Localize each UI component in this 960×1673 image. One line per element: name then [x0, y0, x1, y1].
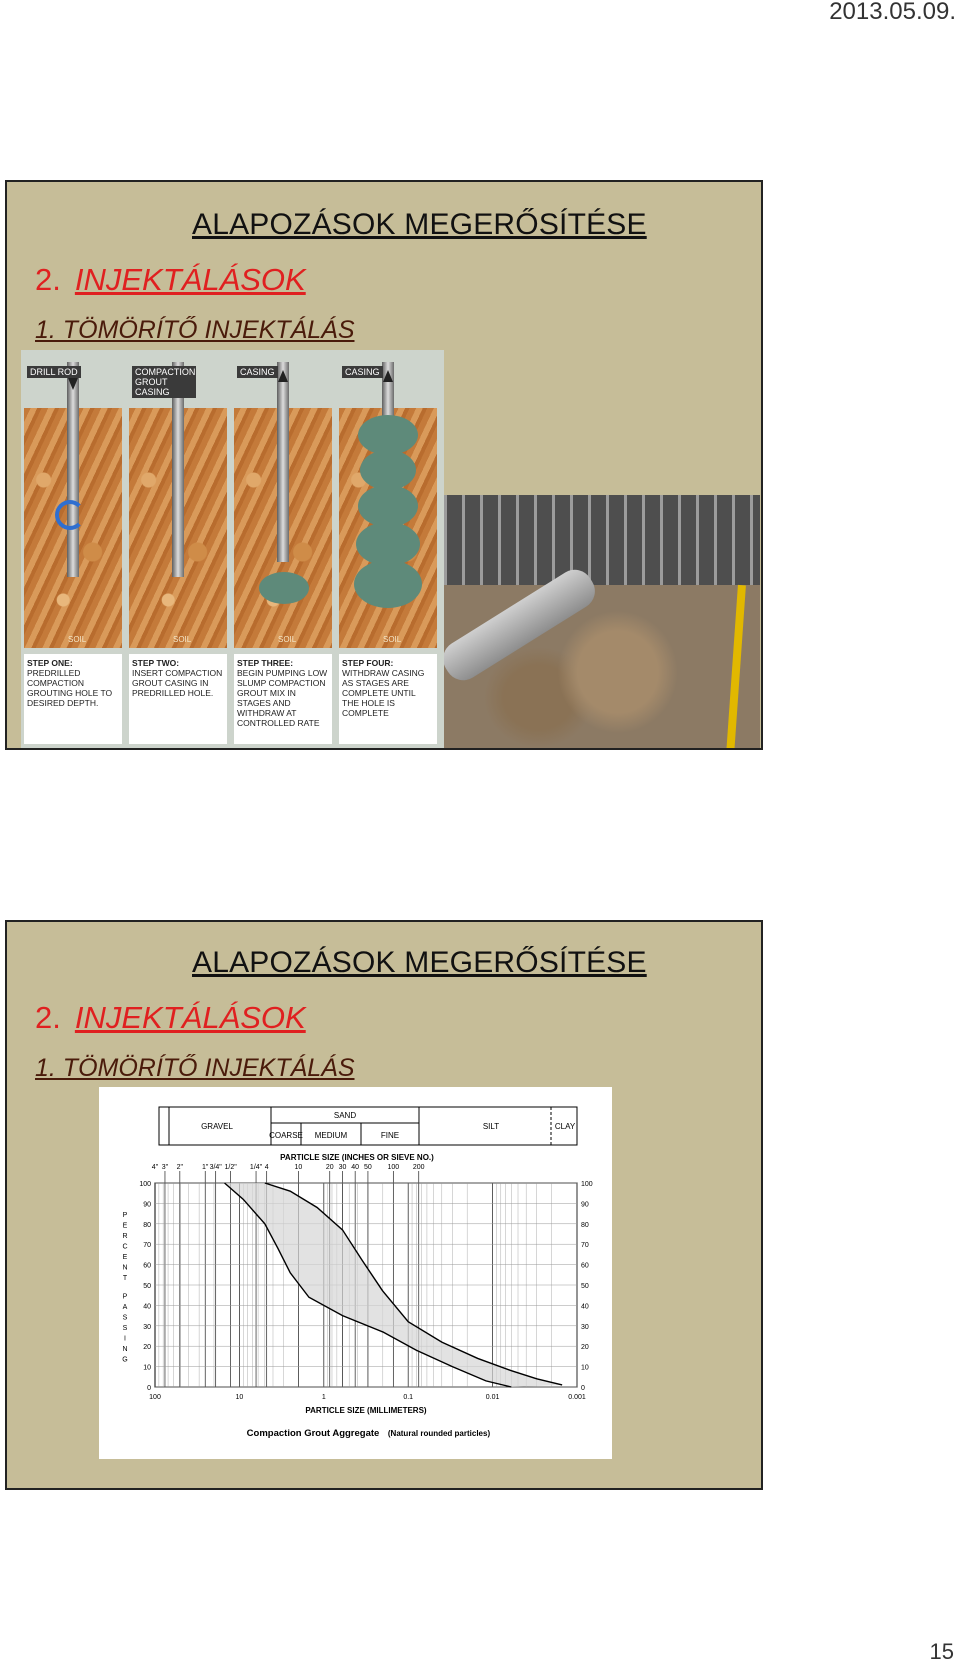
subheading — [35, 316, 355, 345]
y-axis-label-letter: P — [122, 1293, 128, 1301]
top-tick-label: 1/2" — [224, 1164, 237, 1171]
y-axis-label-letter: S — [122, 1314, 128, 1322]
y-axis-label-letter: C — [122, 1243, 128, 1251]
step-description — [24, 654, 122, 744]
grout-bulb — [259, 572, 309, 604]
section-number: 2. — [35, 262, 61, 297]
section-label: INJEKTÁLÁSOK — [74, 1000, 306, 1035]
y-tick-label-left: 50 — [143, 1283, 151, 1290]
y-tick-label-left: 70 — [143, 1242, 151, 1250]
soil-label: SOIL — [383, 635, 402, 644]
top-tick-label: 10 — [294, 1164, 303, 1171]
step-four — [336, 350, 439, 748]
step-two — [126, 350, 229, 748]
y-tick-label-left: 20 — [143, 1344, 151, 1352]
y-axis-label-letter: R — [122, 1233, 128, 1240]
y-tick-label-right: 80 — [581, 1221, 589, 1229]
subheading — [35, 1054, 355, 1083]
step-tag: DRILL ROD — [27, 366, 81, 378]
step-one — [21, 350, 124, 748]
photo-bars — [444, 495, 760, 585]
classification-label: CLAY — [554, 1122, 576, 1131]
top-tick-label: 50 — [364, 1164, 372, 1171]
chart-title: Compaction Grout Aggregate — [246, 1428, 380, 1439]
step-tag: COMPACTION GROUT CASING — [132, 366, 196, 398]
grout-bulb — [354, 560, 422, 608]
photo-shovel-handle — [726, 585, 746, 748]
subheading-label: 1. TÖMÖRÍTŐ INJEKTÁLÁS — [35, 1054, 355, 1082]
y-tick-label-left: 100 — [139, 1181, 151, 1188]
slide-title: ALAPOZÁSOK MEGERŐSÍTÉSE — [192, 208, 647, 241]
y-tick-label-right: 70 — [581, 1242, 589, 1250]
chart-subtitle: (Natural rounded particles) — [387, 1429, 491, 1438]
y-tick-label-right: 0 — [581, 1385, 585, 1392]
y-axis-label-letter: N — [122, 1346, 128, 1353]
y-tick-label-left: 0 — [147, 1385, 151, 1392]
drill-rod — [67, 362, 79, 577]
x-axis-label: PARTICLE SIZE (MILLIMETERS) — [305, 1406, 427, 1415]
x-tick-label: 0.1 — [403, 1394, 414, 1401]
top-tick-label: 30 — [338, 1164, 347, 1171]
subheading-label: 1. TÖMÖRÍTŐ INJEKTÁLÁS — [35, 316, 355, 344]
top-tick-label: 1/4" — [249, 1164, 263, 1171]
section-label: INJEKTÁLÁSOK — [74, 262, 306, 297]
classification-label: FINE — [380, 1131, 400, 1140]
step-text: INSERT COMPACTION GROUT CASING IN PREDRILLED HOLE. — [132, 668, 223, 698]
y-axis-label-letter: E — [122, 1222, 128, 1230]
classification-label: GRAVEL — [201, 1122, 233, 1131]
top-tick-label: 40 — [351, 1164, 360, 1171]
y-axis-label-letter: E — [122, 1254, 128, 1261]
arrow-down-icon — [68, 378, 78, 390]
y-tick-label-right: 50 — [581, 1283, 589, 1290]
top-tick-label: 4" — [151, 1164, 159, 1171]
x-tick-label: 1 — [321, 1394, 326, 1401]
y-tick-label-left: 10 — [143, 1364, 151, 1372]
step-text: BEGIN PUMPING LOW SLUMP COMPACTION GROUT MIX IN STAGES AND WITHDRAW AT CONTROLLED RATE — [237, 668, 328, 728]
step-tag: CASING — [342, 366, 383, 378]
step-description — [339, 654, 437, 744]
y-tick-label-right: 40 — [581, 1303, 589, 1311]
y-axis-label-letter: N — [122, 1264, 128, 1272]
x-tick-label: 10 — [235, 1394, 244, 1401]
top-axis-label: PARTICLE SIZE (INCHES OR SIEVE NO.) — [280, 1153, 434, 1162]
grain-size-chart — [99, 1087, 612, 1459]
page-number: 15 — [929, 1639, 954, 1664]
y-tick-label-right: 60 — [581, 1262, 589, 1270]
top-tick-label: 100 — [387, 1164, 400, 1171]
soil-label: SOIL — [68, 635, 87, 644]
casing — [277, 362, 289, 562]
x-tick-label: 100 — [149, 1394, 161, 1401]
top-tick-label: 1" — [202, 1164, 209, 1171]
y-tick-label-left: 80 — [143, 1221, 151, 1229]
y-tick-label-left: 40 — [143, 1303, 151, 1311]
step-text: PREDRILLED COMPACTION GROUTING HOLE TO DESIRED DEPTH. — [27, 668, 113, 708]
y-tick-label-right: 100 — [581, 1181, 593, 1188]
step-description — [234, 654, 332, 744]
y-axis-label-letter: T — [122, 1275, 128, 1282]
y-tick-label-right: 90 — [581, 1201, 589, 1209]
arrow-up-icon — [383, 370, 393, 382]
top-tick-label: 20 — [325, 1164, 334, 1171]
step-title: STEP FOUR: — [342, 658, 394, 668]
step-title: STEP THREE: — [237, 658, 294, 668]
step-description — [129, 654, 227, 744]
y-axis-label-letter: S — [122, 1325, 128, 1332]
y-tick-label-left: 30 — [143, 1323, 151, 1331]
y-tick-label-right: 30 — [581, 1323, 589, 1331]
slide-title: ALAPOZÁSOK MEGERŐSÍTÉSE — [192, 946, 647, 979]
y-axis-label-letter: A — [122, 1304, 128, 1311]
x-tick-label: 0.01 — [485, 1394, 500, 1401]
soil-label: SOIL — [173, 635, 192, 644]
classification-label: SILT — [482, 1122, 500, 1131]
section-heading — [35, 1000, 306, 1036]
step-tag: CASING — [237, 366, 278, 378]
y-tick-label-left: 90 — [143, 1201, 151, 1209]
arrow-up-icon — [278, 370, 288, 382]
soil-label: SOIL — [278, 635, 297, 644]
y-axis-label-letter: I — [124, 1335, 126, 1343]
y-axis-label-letter: G — [122, 1356, 128, 1364]
top-tick-label: 3" — [161, 1164, 169, 1171]
section-number: 2. — [35, 1000, 61, 1035]
y-tick-label-right: 20 — [581, 1344, 589, 1352]
step-title: STEP TWO: — [132, 658, 180, 668]
grout-bulb — [358, 415, 418, 455]
classification-label: COARSE — [269, 1131, 303, 1140]
slide-1 — [5, 180, 763, 750]
date-header: 2013.05.09. — [829, 0, 956, 25]
step-three — [231, 350, 334, 748]
classification-label: MEDIUM — [314, 1131, 348, 1140]
step-text: WITHDRAW CASING AS STAGES ARE COMPLETE UNTIL THE HOLE IS COMPLETE — [342, 668, 425, 718]
grout-injection-photo — [444, 495, 760, 748]
grain-size-chart-svg — [99, 1087, 612, 1459]
x-tick-label: 0.001 — [568, 1394, 586, 1401]
step-title: STEP ONE: — [27, 658, 73, 668]
classification-label: SAND — [333, 1111, 357, 1120]
grout-bulb — [360, 450, 416, 490]
slide-2 — [5, 920, 763, 1490]
y-tick-label-right: 10 — [581, 1364, 589, 1372]
rotation-arrow-icon — [55, 500, 85, 530]
top-tick-label: 3/4" — [209, 1164, 222, 1171]
top-tick-label: 4 — [264, 1164, 269, 1171]
y-axis-label-letter: P — [122, 1212, 128, 1219]
compaction-grouting-steps-diagram — [21, 350, 444, 748]
top-tick-label: 200 — [412, 1164, 425, 1171]
y-tick-label-left: 60 — [143, 1262, 151, 1270]
grout-bulb — [358, 485, 418, 527]
section-heading — [35, 262, 306, 298]
top-tick-label: 2" — [176, 1164, 184, 1171]
